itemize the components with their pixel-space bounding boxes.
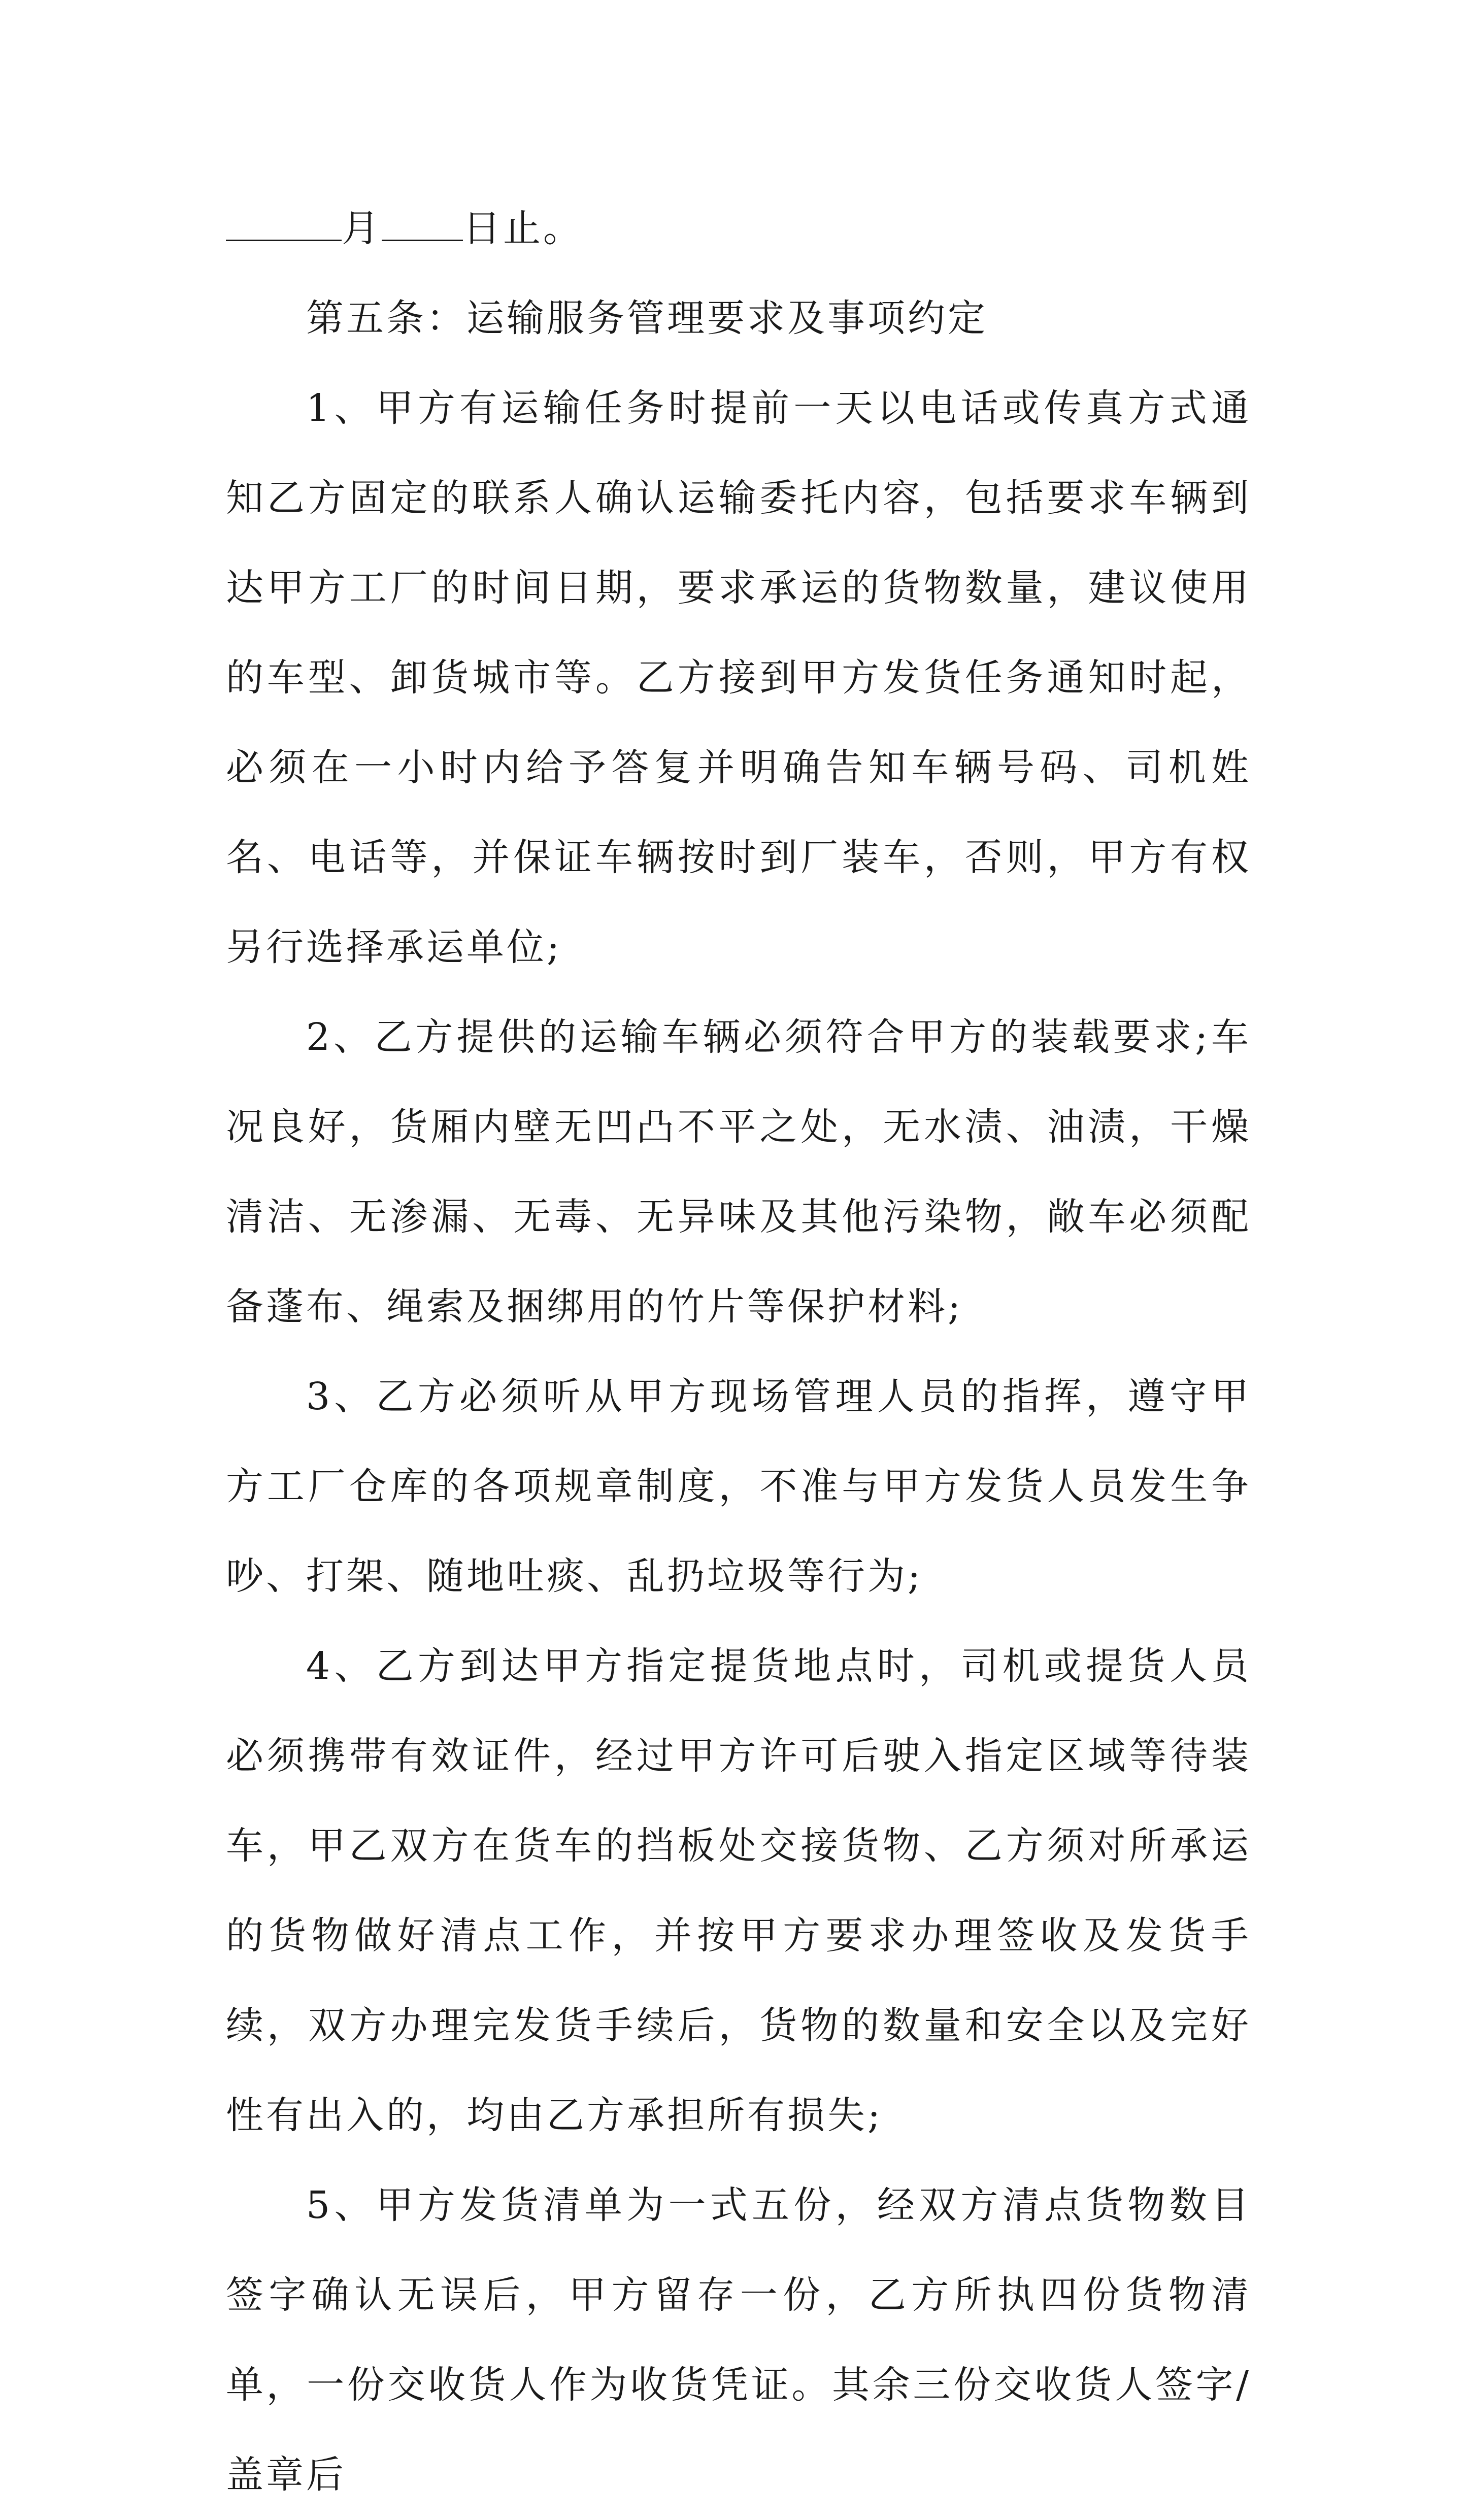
paragraph-3: 3、乙方必须听从甲方现场管理人员的指挥，遵守甲方工厂仓库的各项规章制度，不准与甲方发货人员发生争吵、打架、随地吐痰、乱扔垃圾等行为; (226, 1375, 1251, 1598)
month-label: 月 (342, 207, 382, 250)
paragraph-1: 1、甲方有运输任务时提前一天以电话或传真方式通知乙方固定的联系人确认运输委托内容，包括要求车辆到达甲方工厂的时间日期，要求承运的货物数量，建议使用的车型、卸货城市等。乙方接到甲方发货任务通知时起，必须在一小时内给予答复并明确告知车辆号码、司机姓名、电话等，并保证车辆按时到厂装车，否则，甲方有权另行选择承运单位; (226, 386, 1251, 969)
paragraph-2: 2、乙方提供的运输车辆必须符合甲方的装载要求;车况良好，货厢内壁无凹凸不平之处，无水渍、油渍，干燥清洁、无渗漏、无毒、无异味及其他污染物，敞车必须配备蓬布、绳索及捆绑用的竹片等保护材料; (226, 1015, 1251, 1329)
blank-day-field (382, 206, 463, 241)
date-end-line (226, 184, 1251, 274)
document-body (226, 184, 1251, 2520)
blank-month-field (226, 206, 342, 241)
day-end-label: 日止。 (463, 207, 583, 250)
paragraph-4: 4、乙方到达甲方指定提货地点时，司机或提货人员必须携带有效证件，经过甲方许可后驶入指定区域等待装车，甲乙双方在货车的挡板处交接货物、乙方须对所承运的货物做好清点工作，并按甲方要求办理签收及发货手续，双方办理完发货手续后，货物的数量和安全以及完好性有出入的，均由乙方承担所有损失; (226, 1644, 1251, 2137)
paragraph-5: 5、甲方发货清单为一式五份，经双方清点货物数目签字确认无误后，甲方留存一份，乙方所执四份货物清单，一份交收货人作为收货凭证。其余三份交收货人签字/盖章后 (226, 2183, 1251, 2497)
section-title: 第五条：运输服务管理要求及事项约定 (306, 296, 988, 340)
